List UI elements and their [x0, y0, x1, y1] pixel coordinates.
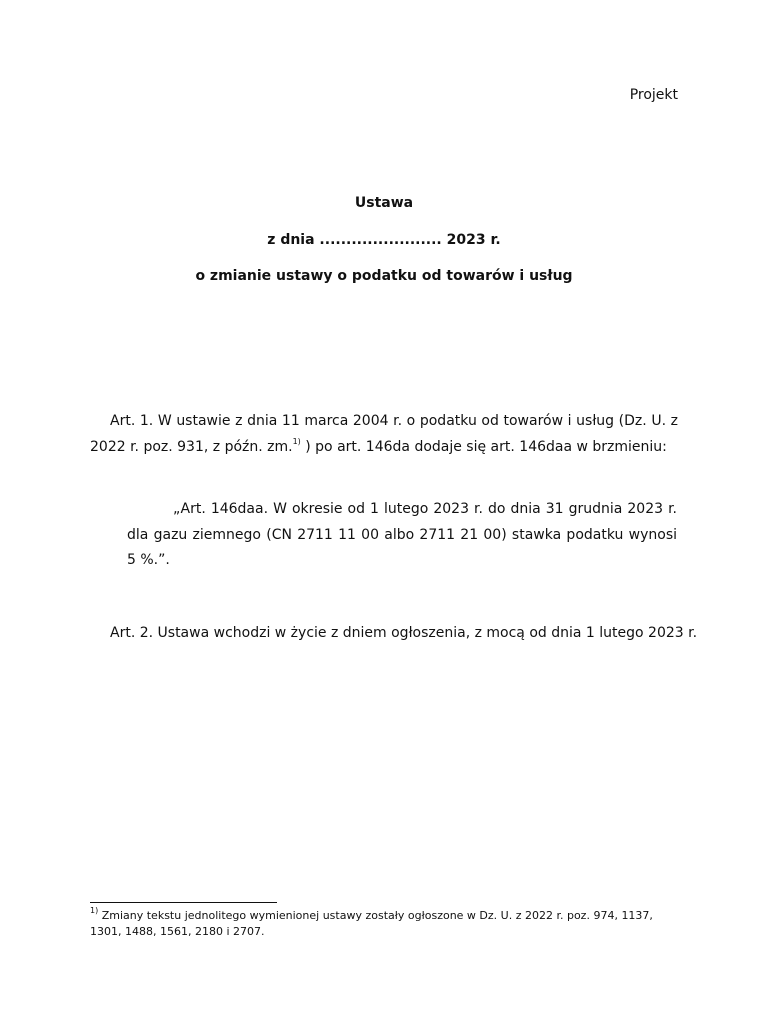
footnote-reference: 1): [292, 436, 301, 446]
article-146daa-quote: „Art. 146daa. W okresie od 1 lutego 2023 r. do dnia 31 grudnia 2023 r. dla gazu ziemnego (CN 2711 11 00 albo 2711 21 00) stawka podatku wynosi 5 %.”.: [127, 501, 677, 568]
article-1-text-start: Art. 1. W ustawie z dnia 11 marca 2004 r. o podatku od towarów i usług (Dz. U. z 2022 r. poz. 931, z późn. zm.: [90, 413, 678, 455]
document-title: Ustawa: [354, 195, 414, 211]
document-subject: o zmianie ustawy o podatku od towarów i usług: [195, 268, 573, 284]
footnote-divider: [90, 902, 277, 903]
draft-label: Projekt: [629, 87, 678, 103]
article-1-text-end: ) po art. 146da dodaje się art. 146daa w brzmieniu:: [300, 438, 667, 455]
document-date-line: z dnia ....................... 2023 r.: [267, 232, 501, 248]
footnote-marker: 1): [90, 906, 99, 916]
footnote: [90, 908, 678, 940]
article-2: Art. 2. Ustawa wchodzi w życie z dniem ogłoszenia, z mocą od dnia 1 lutego 2023 r.: [110, 625, 698, 641]
footnote-text: Zmiany tekstu jednolitego wymienionej ustawy zostały ogłoszone w Dz. U. z 2022 r. poz. 974, 1137, 1301, 1488, 1561, 2180 i 2707.: [90, 909, 653, 938]
article-1: [90, 409, 678, 460]
